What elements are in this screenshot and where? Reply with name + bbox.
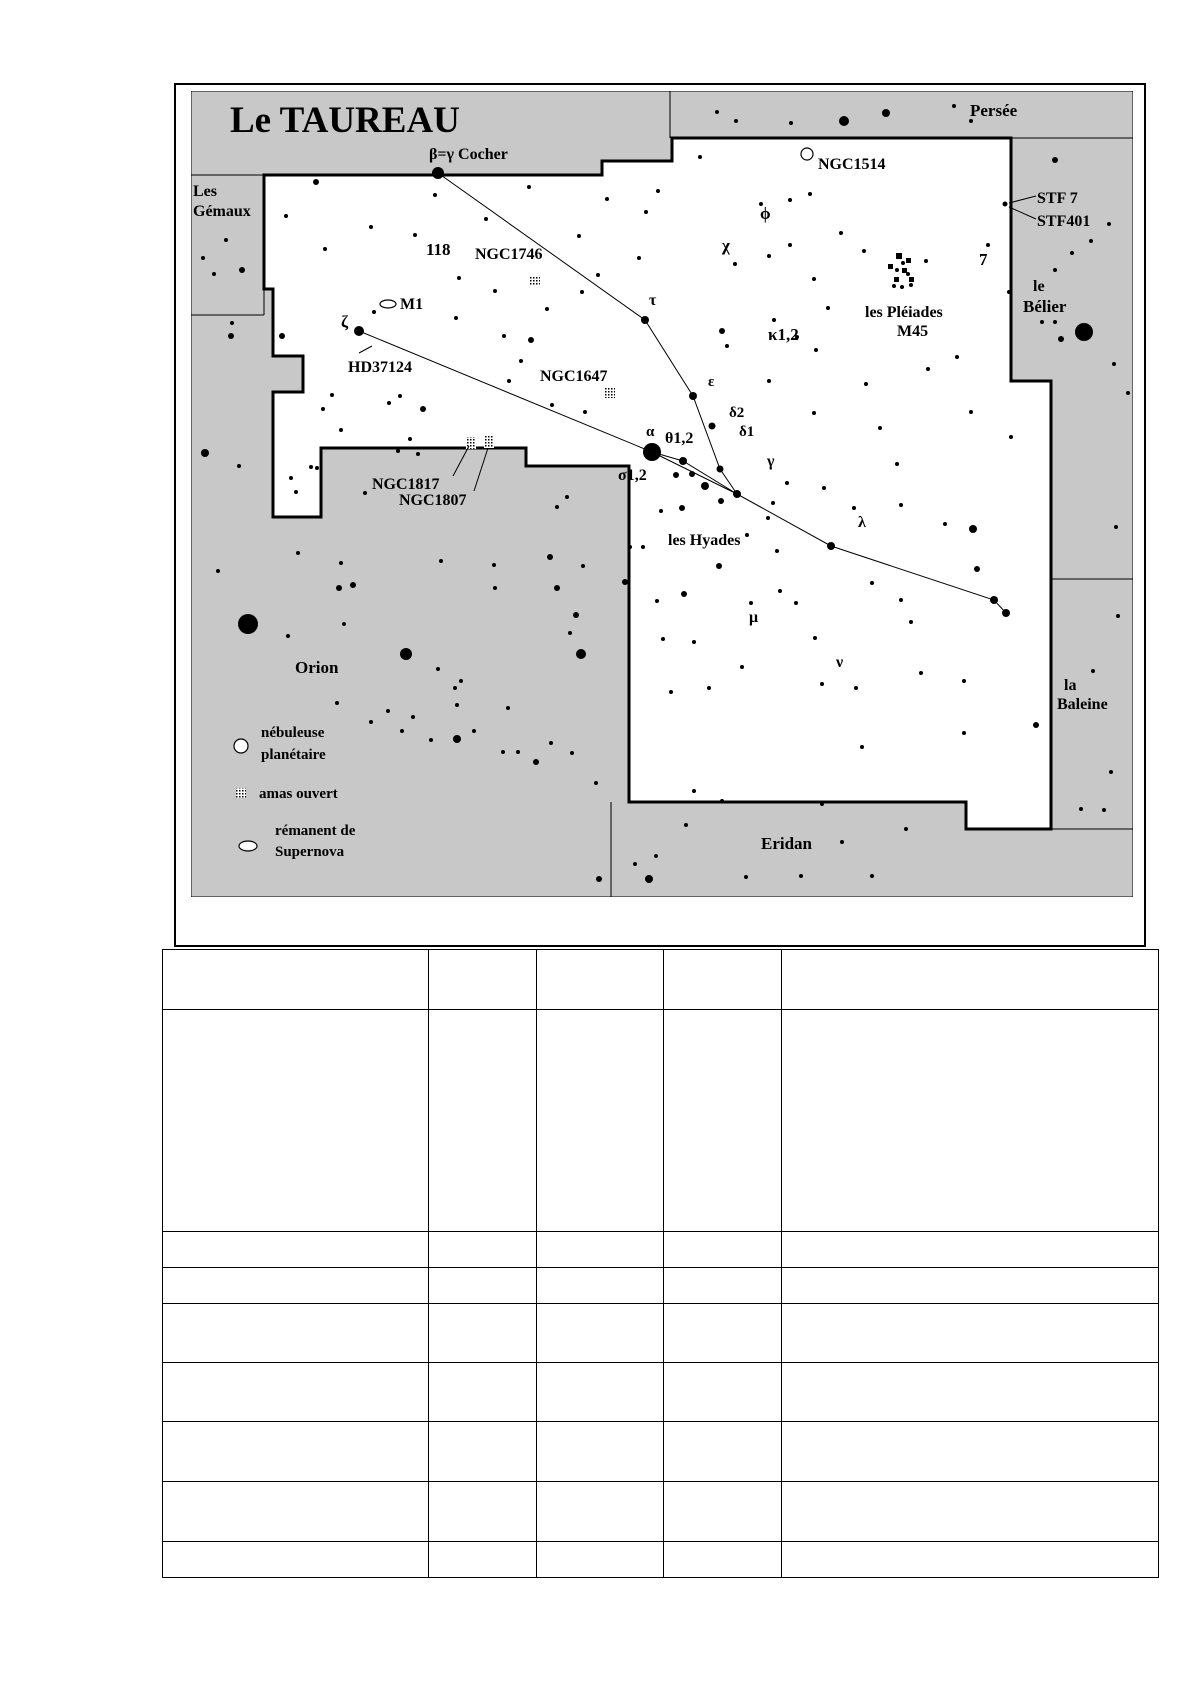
- table-cell: [537, 1232, 664, 1268]
- table-cell: [429, 1304, 537, 1363]
- table-cell: [782, 1542, 1159, 1578]
- table-cell: [163, 1232, 429, 1268]
- label-delta1: δ1: [739, 424, 755, 440]
- label-lambda: λ: [858, 514, 866, 531]
- label-kappa12: κ1,2: [768, 325, 799, 344]
- label-gemini-1: Les: [193, 183, 217, 200]
- label-cetus-2: Baleine: [1057, 696, 1108, 713]
- label-theta12: θ1,2: [665, 430, 694, 447]
- label-tau: τ: [649, 292, 657, 309]
- table-row: [163, 1268, 1159, 1304]
- label-aries-1: le: [1033, 278, 1045, 295]
- table-cell: [163, 1363, 429, 1422]
- pleiades-cluster: [896, 253, 902, 259]
- open-cluster-symbol-ngc1746: [530, 276, 540, 286]
- table-cell: [429, 950, 537, 1010]
- label-perseus: Persée: [970, 101, 1018, 120]
- label-gamma: γ: [767, 453, 775, 470]
- table-cell: [782, 1304, 1159, 1363]
- planetary-nebula-legend-symbol: [234, 739, 248, 753]
- table-cell: [163, 1304, 429, 1363]
- legend-snr-1: rémanent de: [275, 823, 356, 839]
- table-row: [163, 1542, 1159, 1578]
- table-cell: [782, 1363, 1159, 1422]
- table-row: [163, 1482, 1159, 1542]
- open-cluster-legend-symbol: [236, 788, 246, 798]
- table-cell: [163, 1010, 429, 1232]
- table-cell: [664, 1010, 782, 1232]
- table-row: [163, 1232, 1159, 1268]
- table-cell: [429, 1422, 537, 1482]
- table-cell: [163, 1542, 429, 1578]
- label-stf7: STF 7: [1037, 190, 1078, 207]
- legend-open-cluster: amas ouvert: [259, 786, 338, 802]
- table-cell: [163, 950, 429, 1010]
- table-cell: [163, 1422, 429, 1482]
- table-cell: [429, 1232, 537, 1268]
- label-phi: ϕ: [760, 204, 771, 223]
- table-cell: [429, 1010, 537, 1232]
- table-cell: [664, 1268, 782, 1304]
- label-pleiades: les Pléiades: [865, 304, 943, 321]
- label-m1: M1: [400, 296, 424, 313]
- label-ngc1647: NGC1647: [540, 368, 608, 385]
- label-ngc1817: NGC1817: [372, 476, 440, 493]
- open-cluster-symbol-ngc1817: [466, 437, 476, 449]
- table-cell: [782, 1482, 1159, 1542]
- label-stf401: STF401: [1037, 213, 1091, 230]
- table-cell: [664, 1542, 782, 1578]
- label-chi: χ: [722, 236, 730, 255]
- label-hd37124: HD37124: [348, 359, 412, 376]
- supernova-remnant-symbol-m1: [380, 300, 396, 308]
- table-cell: [163, 1482, 429, 1542]
- map-title: Le TAUREAU: [230, 100, 460, 141]
- star-chart: [191, 91, 1133, 897]
- label-delta2: δ2: [729, 405, 745, 421]
- table-cell: [429, 1482, 537, 1542]
- label-orion: Orion: [295, 658, 339, 677]
- label-m45: M45: [897, 323, 929, 340]
- table-cell: [782, 950, 1159, 1010]
- label-ngc1514: NGC1514: [818, 156, 886, 173]
- label-cetus-1: la: [1064, 677, 1077, 694]
- table-cell: [537, 1304, 664, 1363]
- table-cell: [664, 1422, 782, 1482]
- planetary-nebula-symbol-ngc1514: [801, 148, 813, 160]
- table-cell: [664, 1482, 782, 1542]
- data-table: [162, 949, 1159, 1578]
- label-zeta: ζ: [341, 312, 349, 331]
- label-sigma12: σ1,2: [618, 467, 647, 484]
- table-row: [163, 950, 1159, 1010]
- table-row: [163, 1422, 1159, 1482]
- table-cell: [537, 1268, 664, 1304]
- table-cell: [537, 950, 664, 1010]
- table-cell: [664, 950, 782, 1010]
- label-hyades: les Hyades: [668, 532, 741, 549]
- label-epsilon: ε: [708, 374, 715, 390]
- table-cell: [782, 1268, 1159, 1304]
- table-cell: [429, 1268, 537, 1304]
- legend-planetary-2: planétaire: [261, 747, 326, 763]
- label-beta-cocher: β=γ Cocher: [429, 146, 508, 163]
- table-cell: [782, 1422, 1159, 1482]
- label-nu: ν: [836, 654, 844, 671]
- table-cell: [664, 1304, 782, 1363]
- table-cell: [429, 1363, 537, 1422]
- table-cell: [537, 1010, 664, 1232]
- table-row: [163, 1304, 1159, 1363]
- open-cluster-symbol-ngc1807: [484, 436, 494, 448]
- label-mu: μ: [749, 609, 759, 626]
- label-ngc1807: NGC1807: [399, 492, 467, 509]
- label-7: 7: [979, 250, 988, 269]
- label-118: 118: [426, 240, 451, 259]
- table-row: [163, 1363, 1159, 1422]
- table-row: [163, 1010, 1159, 1232]
- table-cell: [664, 1232, 782, 1268]
- table-cell: [782, 1232, 1159, 1268]
- label-eridanus: Eridan: [761, 834, 813, 853]
- table-cell: [429, 1542, 537, 1578]
- label-ngc1746: NGC1746: [475, 246, 543, 263]
- table-cell: [537, 1482, 664, 1542]
- table-cell: [537, 1422, 664, 1482]
- table-cell: [782, 1010, 1159, 1232]
- label-aries-2: Bélier: [1023, 297, 1067, 316]
- legend-planetary-1: nébuleuse: [261, 725, 325, 741]
- label-gemini-2: Gémaux: [193, 203, 251, 220]
- table-cell: [163, 1268, 429, 1304]
- table-cell: [537, 1363, 664, 1422]
- supernova-remnant-legend-symbol: [239, 841, 257, 851]
- table-cell: [664, 1363, 782, 1422]
- legend-snr-2: Supernova: [275, 844, 345, 860]
- open-cluster-symbol-ngc1647: [605, 387, 615, 398]
- label-alpha: α: [646, 424, 655, 440]
- table-cell: [537, 1542, 664, 1578]
